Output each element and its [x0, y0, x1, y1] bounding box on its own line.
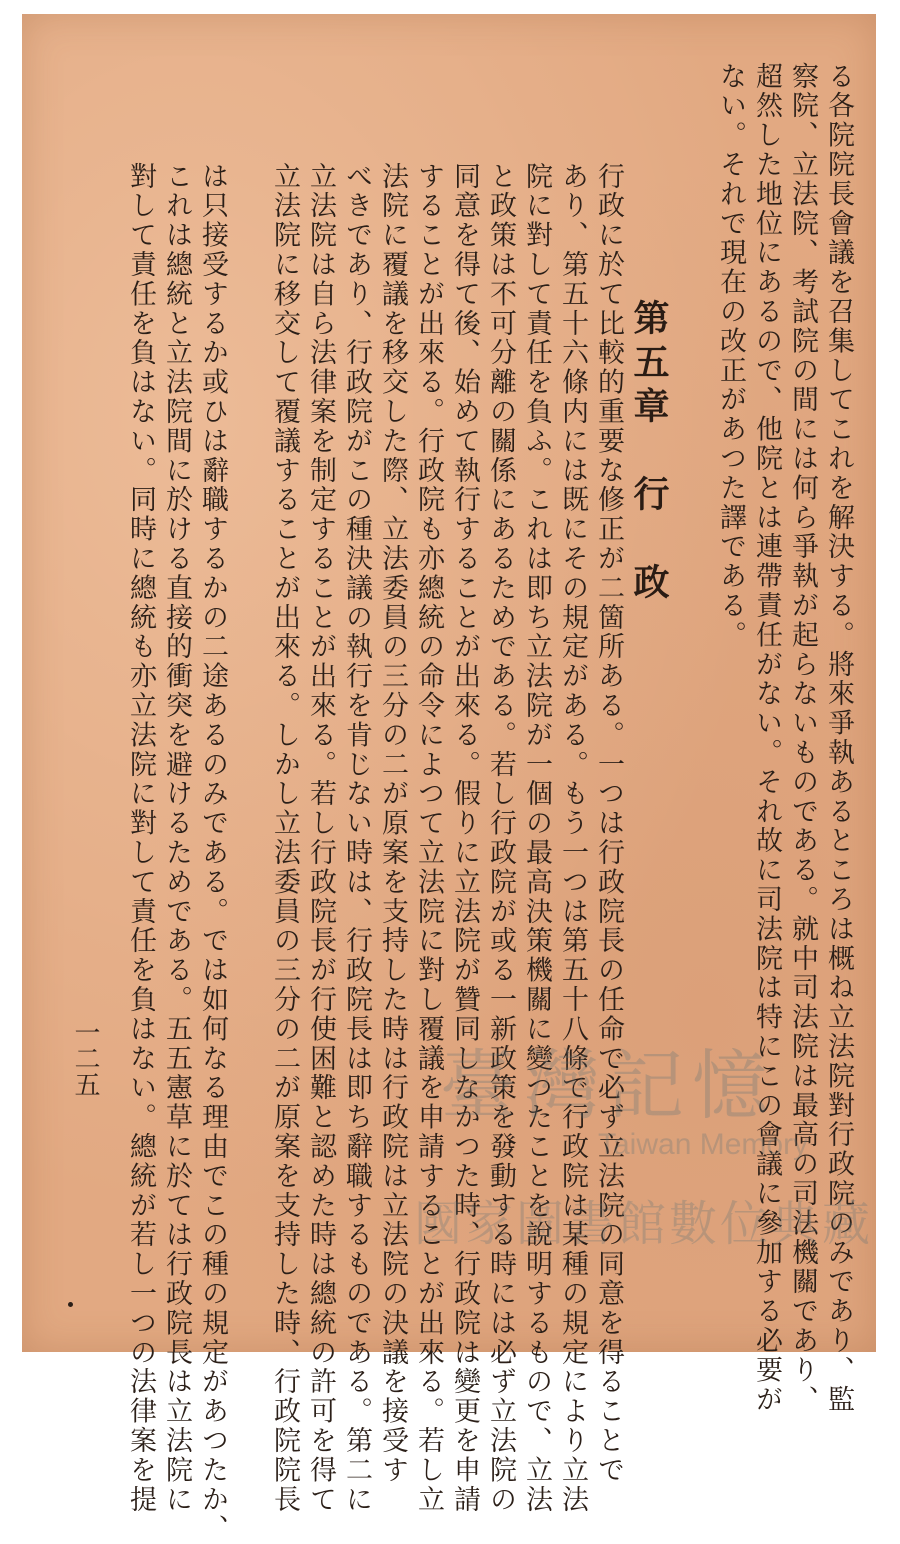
text-column-main-6: することが出來る。行政院も亦總統の命令によつて立法院に對し覆議を申請することが出來る。若し立: [413, 162, 444, 1515]
text-column-main-5: 同意を得て後、始めて執行することが出來る。假りに立法院が贊同しなかつた時、行政院は變更を申請: [449, 162, 480, 1515]
text-column-main-8: べきであり、行政院がこの種決議の執行を肯じない時は、行政院長は即ち辭職するものである。第二に: [341, 162, 372, 1515]
watermark-logo: 臺灣記憶: [440, 1041, 776, 1130]
text-column-main-12: これは總統と立法院間に於ける直接的衝突を避けるためである。五五憲草に於ては行政院長は立法院に: [161, 162, 192, 1515]
ink-dot: [68, 1302, 73, 1307]
watermark-english-text: Taiwan Memory: [598, 1128, 809, 1161]
text-column-upper-2: 察院、立法院、考試院の間には何ら爭執が起らないものである。就中司法院は最高の司法機關であり、: [787, 62, 818, 1415]
text-column-upper-3: 超然した地位にあるので、他院とは連帶責任がない。それ故に司法院は特にこの會議に參加する必要が: [751, 62, 782, 1415]
page-number: 一二五: [70, 1019, 100, 1097]
text-column-upper-1: る各院院長會議を召集してこれを解決する。將來爭執あるところは概ね立法院對行政院のみであり、監: [823, 62, 854, 1415]
text-column-main-13: 對して責任を負はない。同時に總統も亦立法院に對して責任を負はない。總統が若し一つの法律案を提: [125, 162, 156, 1515]
text-column-upper-4: ない。それで現在の改正があつた譯である。: [715, 62, 746, 650]
text-column-main-3: 院に對して責任を負ふ。これは即ち立法院が一個の最高決策機關に變つたことを說明するもので、立法: [521, 162, 552, 1515]
text-column-main-2: あり、第五十六條内には既にその規定がある。もう一つは第五十八條で行政院は某種の規定により立法: [557, 162, 588, 1515]
chapter-heading: 第五章 行 政: [628, 299, 670, 607]
text-column-main-10: 立法院に移交して覆議することが出來る。しかし立法委員の三分の二が原案を支持した時、行政院院長: [269, 162, 300, 1515]
watermark-chinese-text: 國家圖書館數位典藏: [414, 1196, 874, 1252]
text-column-main-9: 立法院は自ら法律案を制定することが出來る。若し行政院長が行使困難と認めた時は總統の許可を得て: [305, 162, 336, 1515]
text-column-main-4: と政策は不可分離の關係にあるためである。若し行政院が或る一新政策を發動する時には必ず立法院の: [485, 162, 516, 1515]
text-column-main-11: は只接受するか或ひは辭職するかの二途あるのみである。では如何なる理由でこの種の規定があつたか、: [197, 162, 228, 1544]
text-column-main-7: 法院に覆議を移交した際、立法委員の三分の二が原案を支持した時は行政院は立法院の決議を接受す: [377, 162, 408, 1485]
text-column-main-1: 行政に於て比較的重要な修正が二箇所ある。一つは行政院長の任命で必ず立法院の同意を得ることで: [593, 162, 624, 1485]
